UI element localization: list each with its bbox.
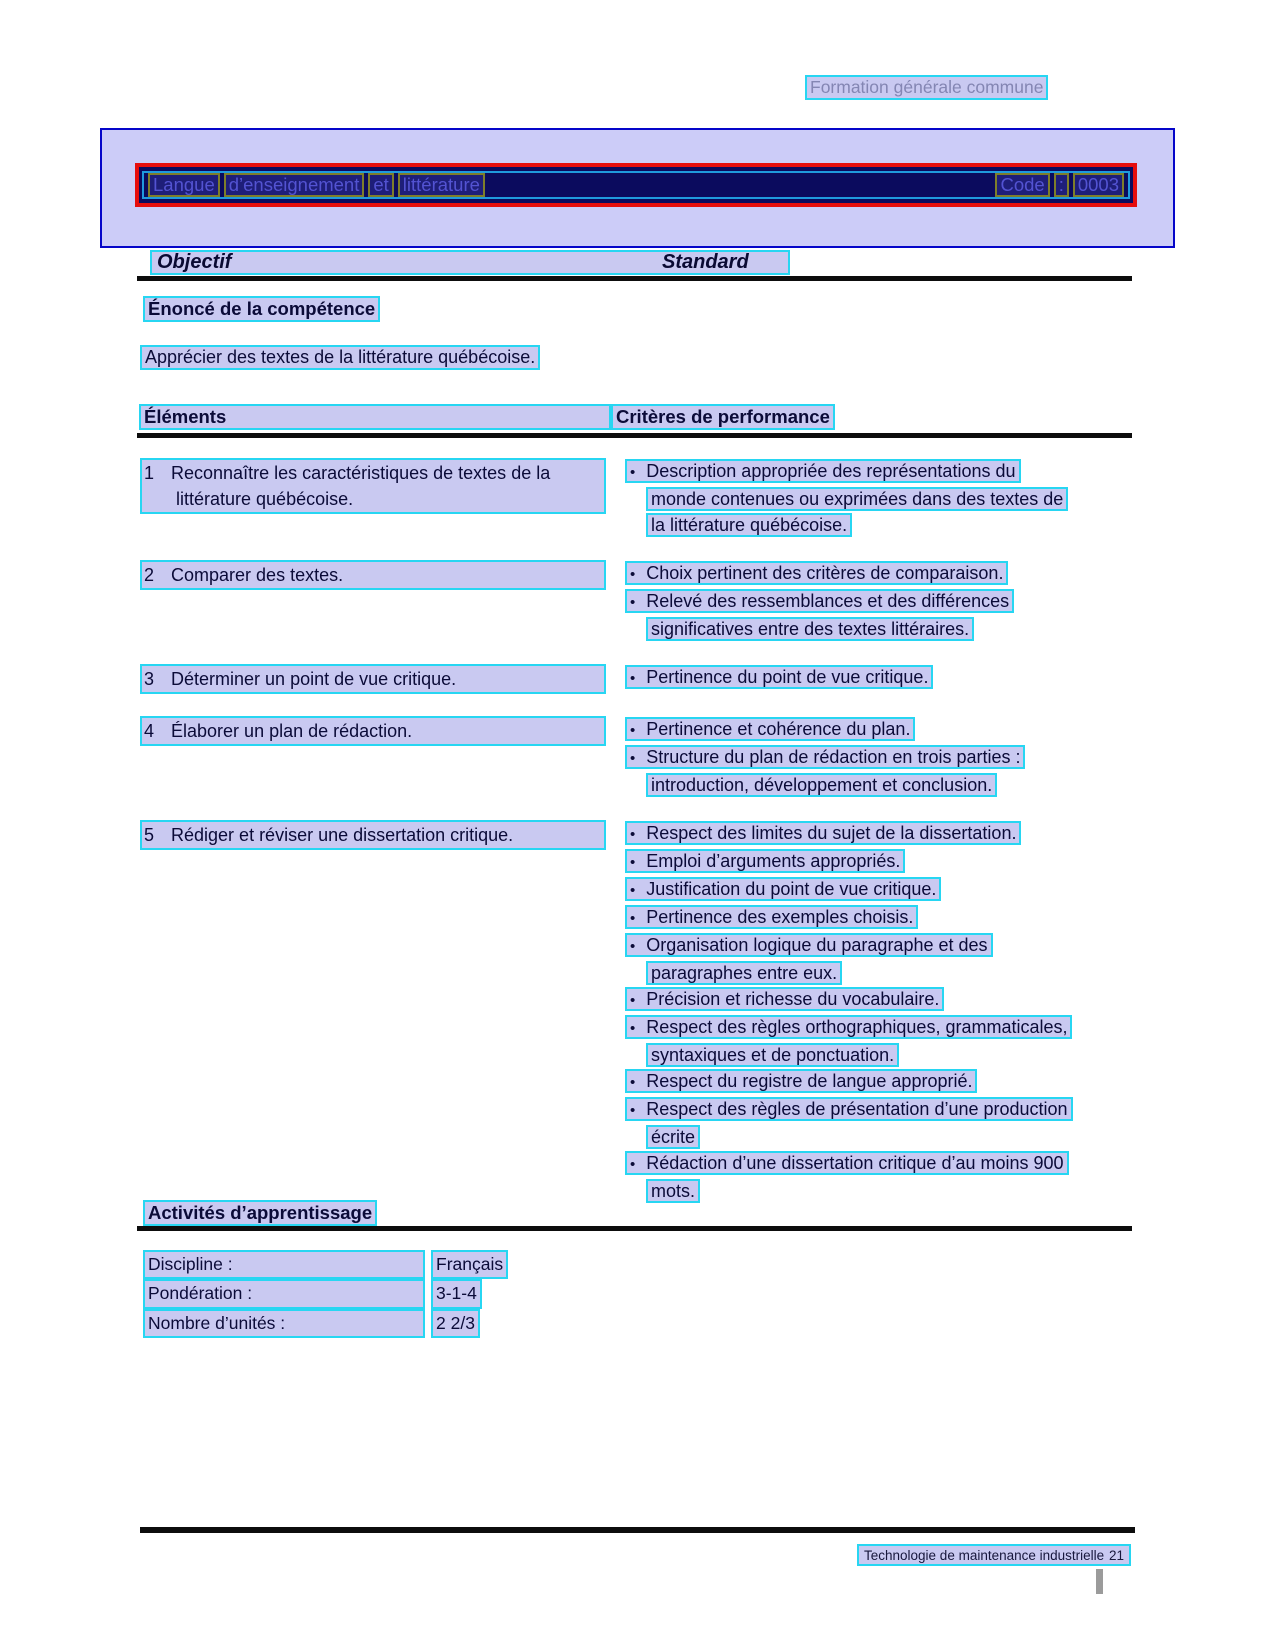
element-text: Élaborer un plan de rédaction.: [171, 721, 413, 741]
activities-heading: Activités d’apprentissage: [143, 1200, 377, 1226]
criterion-item: [625, 820, 1075, 848]
rule-under-table-header: [137, 433, 1132, 438]
element-cell: [140, 560, 606, 590]
info-value: 3-1-4: [431, 1279, 482, 1308]
ocr-word-box: littérature: [398, 173, 485, 197]
bullet-icon: •: [630, 882, 636, 899]
criterion-item: [625, 848, 1075, 876]
section-band: [150, 250, 790, 275]
ocr-word-box: 0003: [1073, 173, 1124, 197]
bullet-icon: •: [630, 464, 636, 481]
ocr-word-box: et: [368, 173, 393, 197]
bullet-icon: •: [630, 1074, 636, 1091]
title-banner: [100, 128, 1175, 248]
criterion-text: Relevé des ressemblances et des différences significatives entre des textes littéraires.: [646, 591, 1010, 639]
criterion-text: Respect des règles de présentation d’une production écrite: [646, 1099, 1068, 1147]
footer-rule: [140, 1527, 1135, 1533]
criterion-item: [625, 1068, 1075, 1096]
ocr-line-box: [142, 171, 1130, 199]
rule-under-activities: [137, 1226, 1132, 1231]
criterion-text: Pertinence des exemples choisis.: [646, 907, 914, 927]
criterion-item: [625, 876, 1075, 904]
table-row: [140, 664, 1080, 694]
criterion-item: [625, 588, 1075, 642]
course-title-bar: [135, 163, 1137, 207]
criterion-text: Respect des règles orthographiques, grammaticales, syntaxiques et de ponctuation.: [646, 1017, 1068, 1065]
element-number: 3: [144, 669, 155, 689]
footer-page-number: 21: [1108, 1547, 1124, 1563]
table-row: [140, 820, 1080, 1204]
element-cell: [140, 716, 606, 746]
info-label: Nombre d’unités :: [143, 1309, 425, 1338]
info-value: 2 2/3: [431, 1309, 480, 1338]
criteria-cell: [625, 716, 1075, 798]
bullet-icon: •: [630, 1156, 636, 1173]
element-cell: [140, 820, 606, 850]
ocr-word-box: Code: [995, 173, 1049, 197]
course-title: [146, 173, 487, 197]
criteria-table-body: [140, 458, 1080, 1226]
bullet-icon: •: [630, 910, 636, 927]
info-row: [143, 1309, 508, 1338]
criterion-text: Pertinence et cohérence du plan.: [646, 719, 911, 739]
element-number: 1: [144, 463, 155, 483]
bullet-icon: •: [630, 1020, 636, 1037]
ocr-word-box: :: [1054, 173, 1069, 197]
criteria-cell: [625, 820, 1075, 1204]
criterion-item: [625, 664, 1075, 692]
table-row: [140, 560, 1080, 642]
info-label: Pondération :: [143, 1279, 425, 1308]
criterion-item: [625, 904, 1075, 932]
criteres-column-header: Critères de performance: [611, 404, 835, 430]
element-text: Comparer des textes.: [171, 565, 344, 585]
info-row: [143, 1279, 508, 1308]
bullet-icon: •: [630, 854, 636, 871]
element-text: Reconnaître les caractéristiques de textes de la littérature québécoise.: [171, 463, 551, 509]
criterion-text: Choix pertinent des critères de comparaison.: [646, 563, 1004, 583]
element-number: 4: [144, 721, 155, 741]
bullet-icon: •: [630, 722, 636, 739]
bullet-icon: •: [630, 826, 636, 843]
element-cell: [140, 664, 606, 694]
criterion-text: Description appropriée des représentations du monde contenues ou exprimées dans des textes de la littérature québécoise.: [646, 461, 1064, 535]
bullet-icon: •: [630, 566, 636, 583]
bullet-icon: •: [630, 992, 636, 1009]
criterion-item: [625, 1014, 1075, 1068]
criterion-item: [625, 560, 1075, 588]
criterion-text: Emploi d’arguments appropriés.: [646, 851, 901, 871]
criterion-item: [625, 458, 1075, 538]
ocr-word-box: d’enseignement: [224, 173, 365, 197]
info-value: Français: [431, 1250, 508, 1279]
running-title: Formation générale commune: [805, 75, 1048, 100]
bullet-icon: •: [630, 1102, 636, 1119]
criterion-item: [625, 716, 1075, 744]
criteria-cell: [625, 458, 1075, 538]
activities-fields: [143, 1250, 508, 1338]
table-row: [140, 458, 1080, 538]
criterion-text: Rédaction d’une dissertation critique d’au moins 900 mots.: [646, 1153, 1064, 1201]
bullet-icon: •: [630, 670, 636, 687]
elements-column-header: Éléments: [139, 404, 611, 430]
page-footer: [857, 1544, 1131, 1566]
element-number: 5: [144, 825, 155, 845]
objectif-header: Objectif: [157, 251, 232, 273]
criterion-item: [625, 932, 1075, 986]
criterion-text: Organisation logique du paragraphe et des paragraphes entre eux.: [646, 935, 988, 983]
gray-bar-marker: [1096, 1569, 1103, 1594]
criterion-text: Structure du plan de rédaction en trois parties : introduction, développement et conclusion.: [646, 747, 1021, 795]
criterion-text: Respect des limites du sujet de la dissertation.: [646, 823, 1017, 843]
footer-program: Technologie de maintenance industrielle: [864, 1547, 1105, 1563]
rule-under-band: [137, 276, 1132, 281]
criterion-text: Justification du point de vue critique.: [646, 879, 937, 899]
bullet-icon: •: [630, 938, 636, 955]
table-row: [140, 716, 1080, 798]
competence-heading: Énoncé de la compétence: [143, 296, 380, 322]
standard-header: Standard: [662, 251, 749, 273]
bullet-icon: •: [630, 750, 636, 767]
bullet-icon: •: [630, 594, 636, 611]
criterion-item: [625, 986, 1075, 1014]
ocr-word-box: Langue: [148, 173, 220, 197]
info-row: [143, 1250, 508, 1279]
course-code: [993, 173, 1126, 197]
element-text: Déterminer un point de vue critique.: [171, 669, 457, 689]
criterion-text: Respect du registre de langue approprié.: [646, 1071, 973, 1091]
criteria-cell: [625, 560, 1075, 642]
criterion-text: Pertinence du point de vue critique.: [646, 667, 929, 687]
element-number: 2: [144, 565, 155, 585]
criterion-text: Précision et richesse du vocabulaire.: [646, 989, 940, 1009]
competence-statement: Apprécier des textes de la littérature québécoise.: [140, 345, 540, 370]
criteria-cell: [625, 664, 1075, 692]
info-label: Discipline :: [143, 1250, 425, 1279]
criterion-item: [625, 1150, 1075, 1204]
criterion-item: [625, 744, 1075, 798]
element-text: Rédiger et réviser une dissertation critique.: [171, 825, 514, 845]
element-cell: [140, 458, 606, 514]
criterion-item: [625, 1096, 1075, 1150]
